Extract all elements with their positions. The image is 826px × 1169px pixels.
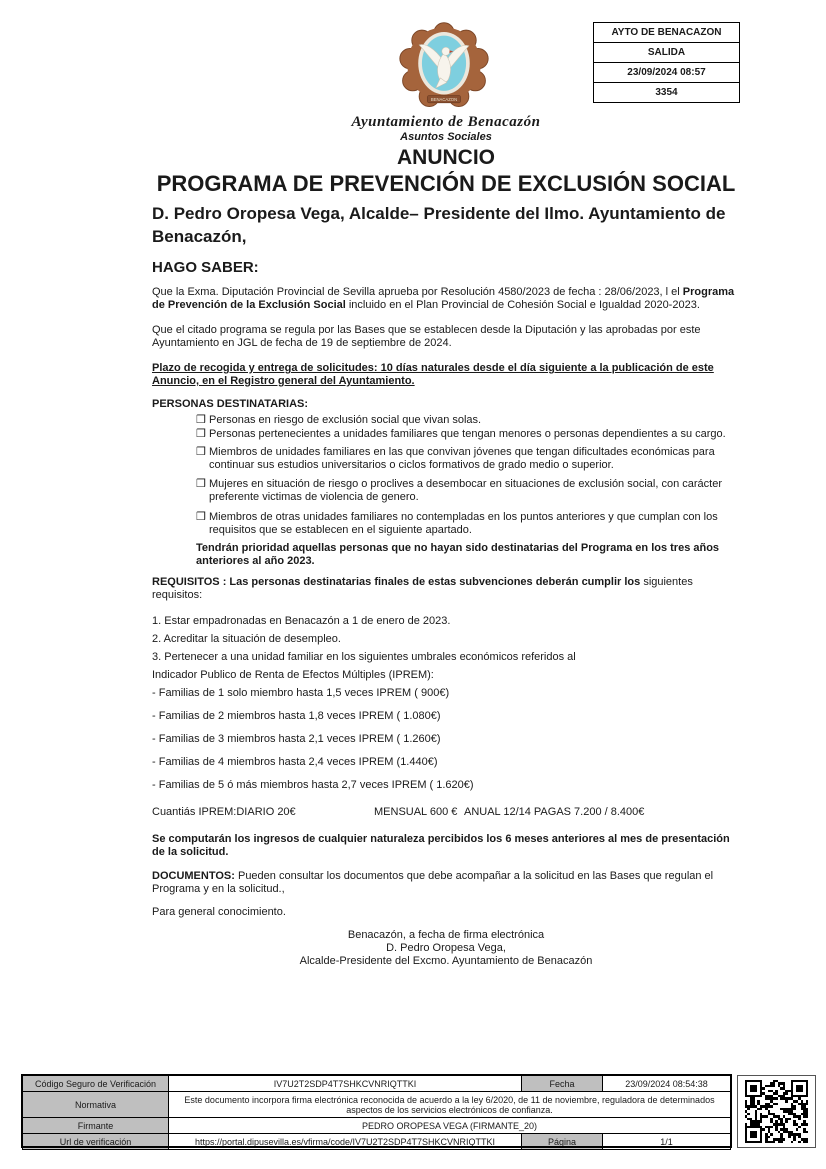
stamp-org: AYTO DE BENACAZON xyxy=(594,23,740,43)
familia-threshold-3: - Familias de 3 miembros hasta 2,1 veces IPREM ( 1.260€) xyxy=(152,733,441,745)
list-item-text: Mujeres en situación de riesgo o proclives a desembocar en situaciones de exclusión social, con carácter preferente victimas de violencia de genero. xyxy=(209,478,722,503)
pagina-label: Página xyxy=(522,1134,603,1150)
firmante-label: Firmante xyxy=(23,1118,169,1134)
hago-saber-heading: HAGO SABER: xyxy=(152,259,259,276)
familia-threshold-2: - Familias de 2 miembros hasta 1,8 veces IPREM ( 1.080€) xyxy=(152,710,441,722)
list-item xyxy=(152,511,740,537)
list-item-text: Personas pertenecientes a unidades familiares que tengan menores o personas dependientes a su cargo. xyxy=(209,428,726,440)
requisitos-heading: REQUISITOS : Las personas destinatarias finales de estas subvenciones deberán cumplir los siguientes requisitos: xyxy=(152,576,693,601)
paragraph-prioridad: Tendrán prioridad aquellas personas que no hayan sido destinatarias del Programa en los tres años anteriores al año 2023. xyxy=(196,542,720,567)
qr-pattern xyxy=(745,1080,809,1144)
list-item-text: Personas en riesgo de exclusión social que vivan solas. xyxy=(209,414,482,426)
paragraph-ingresos: Se computarán los ingresos de cualquier naturaleza percibidos los 6 meses anteriores al mes de presentación de la solicitud. xyxy=(152,833,730,858)
org-subtitle: Asuntos Sociales xyxy=(400,131,492,143)
square-bullet-icon: ❒ xyxy=(196,446,206,458)
list-item-text: Miembros de otras unidades familiares no contempladas en los puntos anteriores y que cumplan con los requisitos que se establecen en el siguiente apartado. xyxy=(209,511,718,536)
cuantia-mensual: MENSUAL 600 € xyxy=(374,806,458,818)
cuantias-row xyxy=(152,806,740,819)
normativa-label: Normativa xyxy=(23,1092,169,1118)
municipal-crest-logo xyxy=(398,20,490,112)
csv-label: Código Seguro de Verificación xyxy=(23,1076,169,1092)
crest-banner-text: BENACAZON xyxy=(430,96,458,102)
square-bullet-icon: ❒ xyxy=(196,428,206,440)
list-item xyxy=(152,414,740,427)
requisito-2: 2. Acreditar la situación de desempleo. xyxy=(152,633,341,645)
list-item xyxy=(152,446,740,472)
paragraph-documentos: DOCUMENTOS: Pueden consultar los documentos que debe acompañar a la solicitud en las Bases que regulan el Programa y en la solicitud., xyxy=(152,870,714,895)
requisito-1: 1. Estar empadronadas en Benacazón a 1 de enero de 2023. xyxy=(152,615,451,627)
square-bullet-icon: ❒ xyxy=(196,511,206,523)
list-item xyxy=(152,478,740,504)
url-label: Url de verificación xyxy=(23,1134,169,1150)
paragraph-plazo: Plazo de recogida y entrega de solicitudes: 10 días naturales desde el día siguiente a la publicación de este Anuncio, en el Registro general del Ayuntamiento. xyxy=(152,362,714,387)
content-column xyxy=(152,114,740,968)
normativa-value: Este documento incorpora firma electrónica reconocida de acuerdo a la ley 6/2020, de 11 de noviembre, reguladora de determinados aspectos de los servicios electrónicos de confianza. xyxy=(169,1092,731,1118)
cuantia-anual: ANUAL 12/14 PAGAS 7.200 / 8.400€ xyxy=(464,806,645,818)
fecha-label: Fecha xyxy=(522,1076,603,1092)
familia-threshold-1: - Familias de 1 solo miembro hasta 1,5 veces IPREM ( 900€) xyxy=(152,687,450,699)
csv-value: IV7U2T2SDP4T7SHKCVNRIQTTKI xyxy=(169,1076,522,1092)
mayor-subtitle: D. Pedro Oropesa Vega, Alcalde– Presidente del Ilmo. Ayuntamiento de Benacazón, xyxy=(152,204,726,246)
verification-url[interactable]: https://portal.dipusevilla.es/vfirma/code/IV7U2T2SDP4T7SHKCVNRIQTTKI xyxy=(169,1134,522,1150)
list-item-text: Miembros de unidades familiares en las que convivan jóvenes que tengan dificultades económicas para continuar sus estudios universitarios o ciclos formativos de grado medio o superior. xyxy=(209,446,715,471)
stamp-type: SALIDA xyxy=(594,43,740,63)
document-body xyxy=(152,286,740,968)
page-title: PROGRAMA DE PREVENCIÓN DE EXCLUSIÓN SOCIAL xyxy=(156,171,736,196)
signature-name: D. Pedro Oropesa Vega, xyxy=(386,942,506,954)
familia-threshold-5: - Familias de 5 ó más miembros hasta 2,7 veces IPREM ( 1.620€) xyxy=(152,779,474,791)
announcement-heading: ANUNCIO xyxy=(397,146,495,169)
paragraph-bases: Que el citado programa se regula por las Bases que se establecen desde la Diputación y las aprobadas por este Ayuntamiento en JGL de fecha de 19 de septiembre de 2024. xyxy=(152,324,701,349)
familia-threshold-4: - Familias de 4 miembros hasta 2,4 veces IPREM (1.440€) xyxy=(152,756,438,768)
firmante-value: PEDRO OROPESA VEGA (FIRMANTE_20) xyxy=(169,1118,731,1134)
signature-block xyxy=(152,929,740,968)
stamp-datetime: 23/09/2024 08:57 xyxy=(594,63,740,83)
square-bullet-icon: ❒ xyxy=(196,478,206,490)
personas-heading: PERSONAS DESTINATARIAS: xyxy=(152,398,309,410)
iprem-intro: Indicador Publico de Renta de Efectos Múltiples (IPREM): xyxy=(152,669,434,681)
signature-place: Benacazón, a fecha de firma electrónica xyxy=(347,929,545,941)
verification-footer-table xyxy=(22,1075,731,1150)
stamp-number: 3354 xyxy=(594,83,740,103)
qr-code xyxy=(737,1075,816,1148)
pagina-value: 1/1 xyxy=(603,1134,731,1150)
list-item xyxy=(152,428,740,441)
registry-stamp-table xyxy=(593,22,740,103)
paragraph-resolucion: Que la Exma. Diputación Provincial de Sevilla aprueba por Resolución 4580/2023 de fecha : 28/06/2023, l el Programa de Prevención de la Exclusión Social incluido en el Plan Provincial de Cohesión Social e Igualdad 2020-2023. xyxy=(152,286,735,311)
signature-role: Alcalde-Presidente del Excmo. Ayuntamiento de Benacazón xyxy=(299,955,593,967)
requisito-3: 3. Pertenecer a una unidad familiar en los siguientes umbrales económicos referidos al xyxy=(152,651,576,663)
square-bullet-icon: ❒ xyxy=(196,414,206,426)
paragraph-conocimiento: Para general conocimiento. xyxy=(152,906,286,918)
crest-icon xyxy=(398,20,490,112)
org-title: Ayuntamiento de Benacazón xyxy=(351,114,541,130)
cuantia-diario: Cuantiás IPREM:DIARIO 20€ xyxy=(152,806,296,818)
fecha-value: 23/09/2024 08:54:38 xyxy=(603,1076,731,1092)
